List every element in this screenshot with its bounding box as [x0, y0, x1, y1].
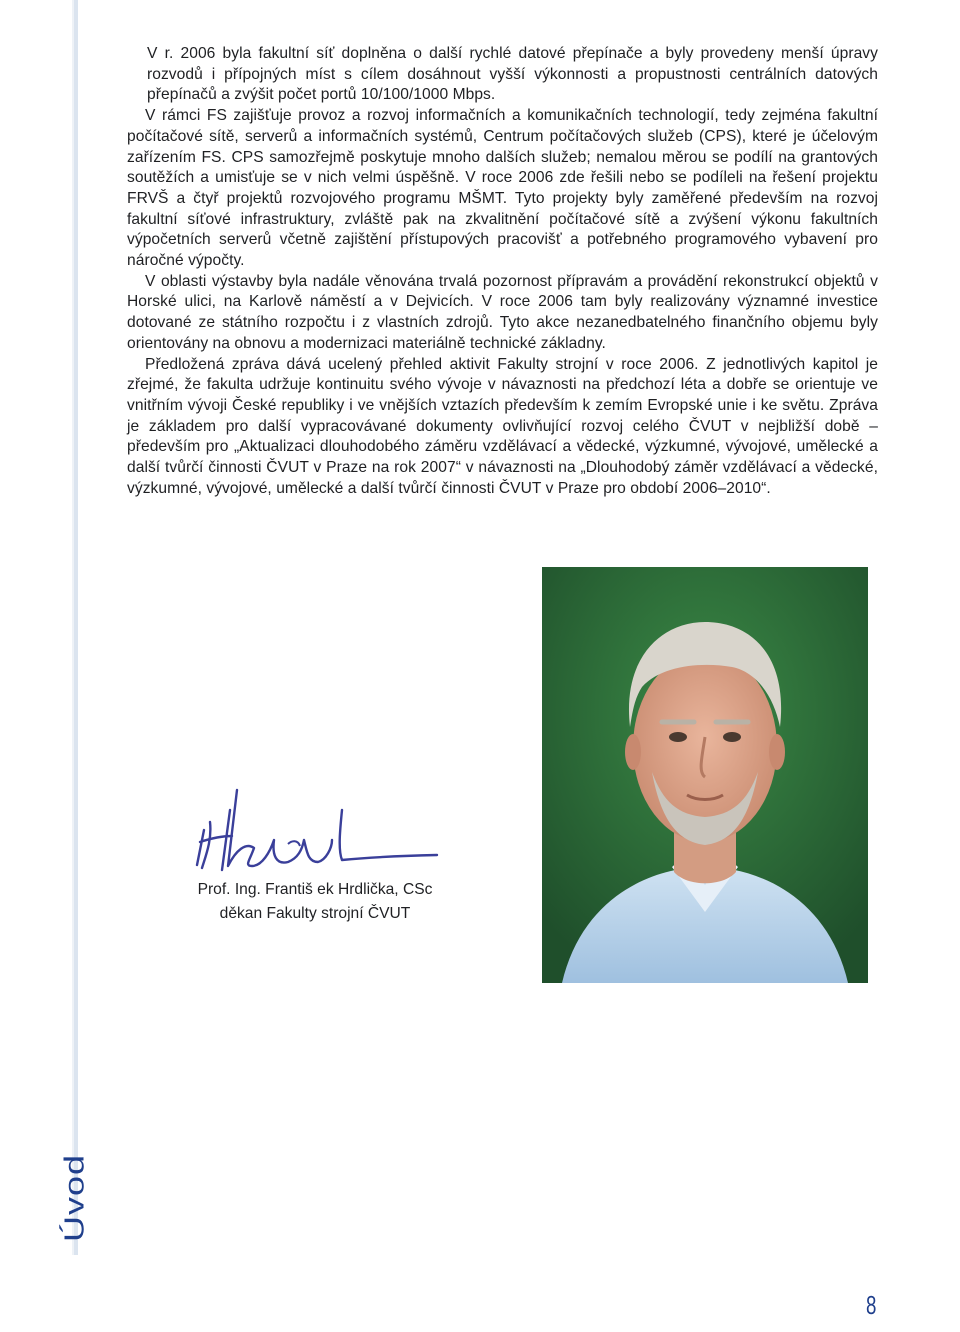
- signatory-title: děkan Fakulty strojní ČVUT: [219, 905, 411, 922]
- section-label: Úvod: [57, 1153, 90, 1242]
- page-number: 8: [866, 1290, 877, 1320]
- dean-portrait-photo: [542, 567, 868, 983]
- portrait-illustration: [542, 567, 868, 983]
- paragraph-network: V r. 2006 byla fakultní síť doplněna o další rychlé datové přepínače a byly provedeny menší úpravy rozvodů i přípojných míst s cílem dosáhnout vyšší výkonnosti a propustnosti centrálních datových přepínačů a zvýšit počet portů 10/100/1000 Mbps.: [147, 45, 878, 104]
- paragraph-construction: V oblasti výstavby byla nadále věnována trvalá pozornost přípravám a provádění rekonstrukcí objektů v Horské ulici, na Karlově náměstí a v Dejvicích. V roce 2006 tam byly realizovány významné investice dotované ze státního rozpočtu i z vlastních zdrojů. Tyto akce nezanedbatelného finančního objemu byly orientovány na obnovu a modernizaci materiálně technické základny.: [127, 272, 878, 352]
- paragraph-ict: V rámci FS zajišťuje provoz a rozvoj informačních a komunikačních technologií, tedy zejména fakultní počítačové sítě, serverů a informačních systémů, Centrum počítačových služeb (CPS), které je účelovým zařízením FS. CPS samozřejmě poskytuje mnoho dalších služeb; nemalou měrou se podílí na grantových soutěžích a umisťuje se v nich velmi úspěšně. V roce 2006 zde řešili nebo se podíleli na řešení projektu FRVŠ a čtyř projektů rozvojového programu MŠMT. Tyto projekty byly zaměřené především na rozvoj fakultní síťové infrastruktury, zvláště pak na zkvalitnění počítačové sítě a zvýšení výkonu fakultních výpočetních serverů včetně zajištění přístupových pracovišť a potřebného programového vybavení pro náročné výpočty.: [127, 107, 878, 270]
- side-margin-band: [0, 0, 78, 1255]
- signatory-name: Prof. Ing. Františ ek Hrdlička, CSc: [197, 881, 433, 898]
- dean-signature: [192, 770, 442, 880]
- body-text: [127, 44, 878, 499]
- signature-caption: [190, 878, 440, 926]
- paragraph-report: Předložená zpráva dává ucelený přehled aktivit Fakulty strojní v roce 2006. Z jednotlivých kapitol je zřejmé, že fakulta udržuje kontinuitu svého vývoje v návaznosti na předchozí léta a dobře se orientuje ve vnitřním vývoji České republiky i ve vnějších vztazích především k zemím Evropské unie i ke světu. Zpráva je základem pro další vypracovávané dokumenty ovlivňující rozvoj celého ČVUT v nejbližší době – především pro „Aktualizaci dlouhodobého záměru vzdělávací a vědecké, výzkumné, vývojové, umělecké a další tvůrčí činnosti ČVUT v Praze na rok 2007“ v návaznosti na „Dlouhodobý záměr vzdělávací a vědecké, výzkumné, vývojové, umělecké a další tvůrčí činnosti ČVUT v Praze pro období 2006–2010“.: [127, 355, 878, 497]
- side-margin-rule: [72, 0, 74, 1255]
